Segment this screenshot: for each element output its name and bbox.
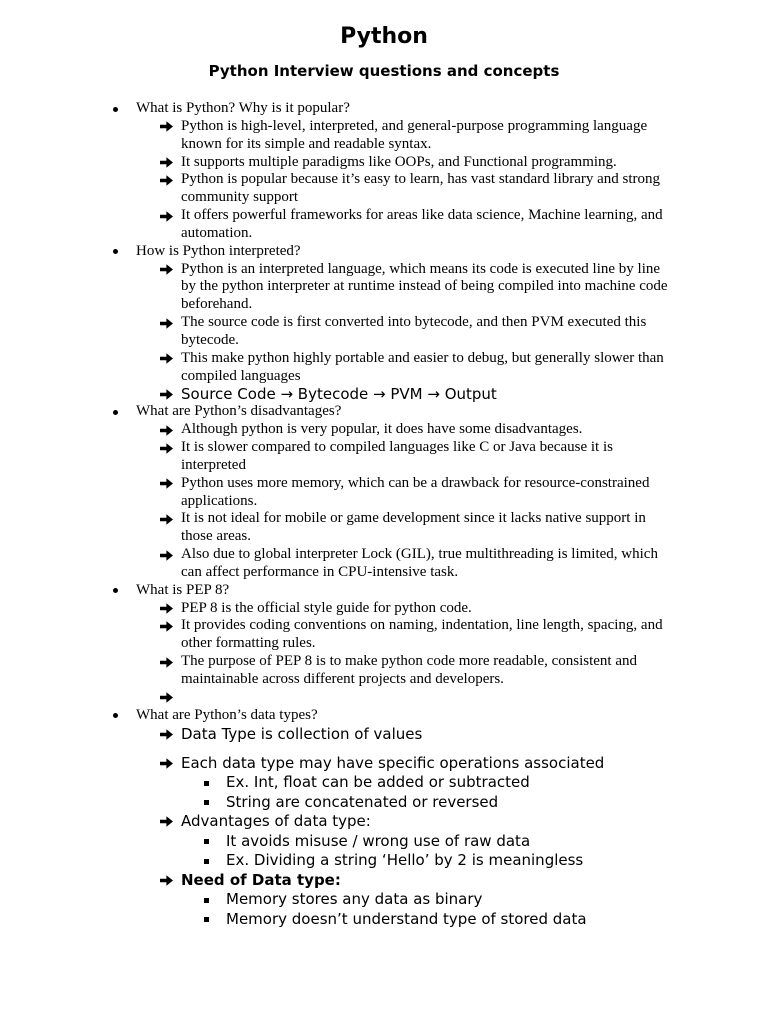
bullet-dot-icon xyxy=(113,713,118,718)
subpoint-text: Ex. Int, float can be added or subtracted xyxy=(226,773,530,792)
subpoint-item xyxy=(181,851,673,871)
arrow-bullet-icon xyxy=(160,157,173,168)
point-text: Python is high-level, interpreted, and general-purpose programming language known for its simple and readable syntax. xyxy=(181,117,648,152)
arrow-bullet-icon xyxy=(160,478,173,489)
point-item xyxy=(136,754,673,813)
point-list xyxy=(136,118,673,243)
bullet-dot-icon xyxy=(113,249,118,254)
subpoint-item xyxy=(181,890,673,910)
point-item xyxy=(136,439,673,475)
point-text: It supports multiple paradigms like OOPs, and Functional programming. xyxy=(181,153,617,170)
subpoint-list xyxy=(181,832,673,871)
question-text: How is Python interpreted? xyxy=(136,242,301,259)
point-item xyxy=(136,546,673,582)
bullet-dot-icon xyxy=(113,410,118,415)
document-title: Python xyxy=(340,24,428,49)
point-text: This make python highly portable and easier to debug, but generally slower than compiled languages xyxy=(181,349,664,384)
question-item xyxy=(0,403,673,581)
arrow-bullet-icon xyxy=(160,264,173,275)
point-item xyxy=(136,510,673,546)
point-text: Python uses more memory, which can be a drawback for resource-constrained applications. xyxy=(181,474,650,509)
square-bullet-icon xyxy=(204,839,209,844)
arrow-bullet-icon xyxy=(160,603,173,614)
arrow-bullet-icon xyxy=(160,621,173,632)
arrow-bullet-icon xyxy=(160,443,173,454)
point-text: Each data type may have specific operations associated xyxy=(181,753,605,772)
point-item xyxy=(136,475,673,511)
subpoint-text: String are concatenated or reversed xyxy=(226,792,499,811)
subpoint-text: Ex. Dividing a string ‘Hello’ by 2 is meaningless xyxy=(226,851,584,870)
point-list xyxy=(136,421,673,582)
arrow-bullet-icon xyxy=(160,353,173,364)
subpoint-item xyxy=(181,773,673,793)
question-item xyxy=(0,100,673,243)
document-subtitle: Python Interview questions and concepts xyxy=(208,62,560,80)
point-text: It provides coding conventions on naming, indentation, line length, spacing, and other formatting rules. xyxy=(181,617,663,652)
arrow-bullet-icon xyxy=(160,657,173,668)
point-item xyxy=(136,812,673,871)
question-text: What are Python’s disadvantages? xyxy=(136,403,342,420)
arrow-bullet-icon xyxy=(160,729,173,740)
question-text: What is PEP 8? xyxy=(136,581,230,598)
question-item xyxy=(0,582,673,707)
point-item xyxy=(136,653,673,689)
point-item xyxy=(136,871,673,930)
question-item xyxy=(0,707,673,929)
question-text: What is Python? Why is it popular? xyxy=(136,100,350,116)
arrow-bullet-icon xyxy=(160,425,173,436)
point-list xyxy=(136,725,673,930)
empty-point-item xyxy=(136,689,673,707)
subpoint-text: It avoids misuse / wrong use of raw data xyxy=(226,831,531,850)
subpoint-text: Memory doesn’t understand type of stored data xyxy=(226,909,587,928)
arrow-bullet-icon xyxy=(160,175,173,186)
execution-flow-text: Source Code → Bytecode → PVM → Output xyxy=(181,384,497,403)
arrow-bullet-icon xyxy=(160,758,173,769)
point-text: Data Type is collection of values xyxy=(181,724,423,743)
square-bullet-icon xyxy=(204,917,209,922)
subpoint-item xyxy=(181,793,673,813)
point-item xyxy=(136,725,673,745)
point-text: The purpose of PEP 8 is to make python code more readable, consistent and maintainable across different projects and developers. xyxy=(181,653,637,687)
arrow-bullet-icon xyxy=(160,550,173,561)
bullet-dot-icon xyxy=(113,588,118,593)
point-text: Python is popular because it’s easy to learn, has vast standard library and strong community support xyxy=(181,171,661,206)
point-heading-text: Need of Data type: xyxy=(181,870,341,889)
point-item xyxy=(136,118,673,154)
subpoint-item xyxy=(181,910,673,930)
arrow-bullet-icon xyxy=(160,211,173,222)
arrow-bullet-icon xyxy=(160,389,173,400)
point-text: Also due to global interpreter Lock (GIL), true multithreading is limited, which can affect performance in CPU-intensive task. xyxy=(181,546,658,580)
point-text: It is not ideal for mobile or game development since it lacks native support in those areas. xyxy=(181,510,646,545)
point-text: The source code is first converted into bytecode, and then PVM executed this bytecode. xyxy=(181,314,647,348)
point-item xyxy=(136,261,673,315)
point-item xyxy=(136,171,673,207)
point-text: It offers powerful frameworks for areas like data science, Machine learning, and automation. xyxy=(181,207,663,241)
arrow-bullet-icon xyxy=(160,514,173,525)
point-item xyxy=(136,350,673,386)
point-text: Advantages of data type: xyxy=(181,812,371,831)
point-text: It is slower compared to compiled languages like C or Java because it is interpreted xyxy=(181,439,613,473)
arrow-bullet-icon xyxy=(160,692,173,703)
subpoint-list xyxy=(181,773,673,812)
bullet-dot-icon xyxy=(113,107,118,112)
question-text: What are Python’s data types? xyxy=(136,706,318,723)
point-list xyxy=(136,261,673,404)
point-item xyxy=(136,207,673,243)
square-bullet-icon xyxy=(204,898,209,903)
subpoint-item xyxy=(181,832,673,852)
arrow-bullet-icon xyxy=(160,816,173,827)
square-bullet-icon xyxy=(204,800,209,805)
arrow-bullet-icon xyxy=(160,121,173,132)
subpoint-text: Memory stores any data as binary xyxy=(226,890,483,909)
point-item xyxy=(136,421,673,439)
point-item xyxy=(136,600,673,618)
point-text: Python is an interpreted language, which means its code is executed line by line by the python interpreter at runtime instead of being compiled into machine code beforehand. xyxy=(181,260,668,313)
point-text: PEP 8 is the official style guide for python code. xyxy=(181,599,472,616)
arrow-bullet-icon xyxy=(160,875,173,886)
square-bullet-icon xyxy=(204,859,209,864)
point-text: Although python is very popular, it does have some disadvantages. xyxy=(181,421,583,438)
point-item xyxy=(136,617,673,653)
question-item xyxy=(0,243,673,404)
arrow-bullet-icon xyxy=(160,318,173,329)
point-list xyxy=(136,600,673,707)
point-item xyxy=(136,386,673,404)
question-list xyxy=(0,100,673,929)
point-item xyxy=(136,154,673,172)
subpoint-list xyxy=(181,890,673,929)
square-bullet-icon xyxy=(204,781,209,786)
point-item xyxy=(136,314,673,350)
